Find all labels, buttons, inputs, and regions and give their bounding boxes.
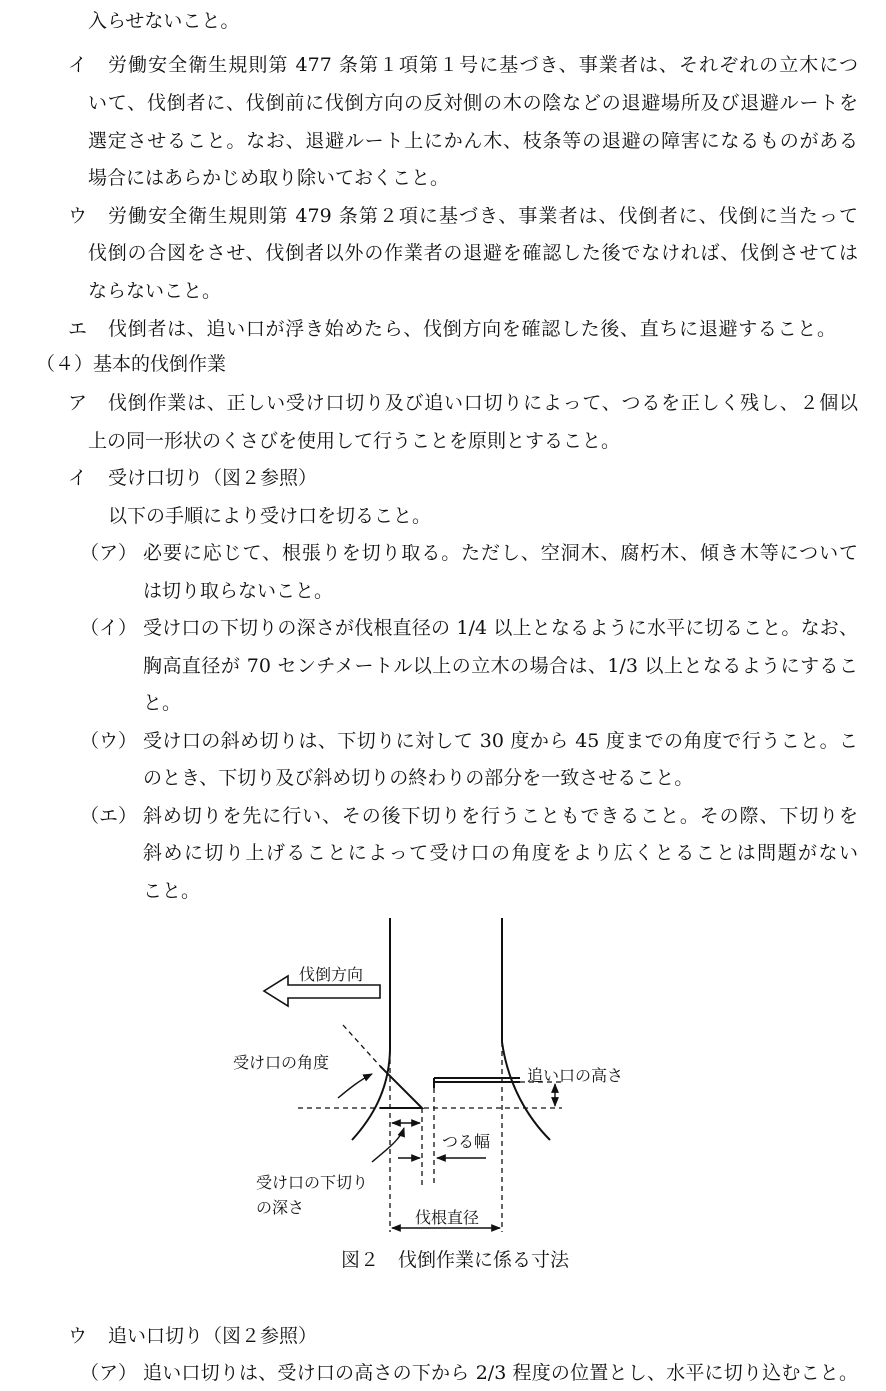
item-marker: エ — [68, 318, 88, 340]
label-notch-angle: 受け口の角度 — [233, 1053, 330, 1072]
notch-depth-pointer — [372, 1128, 404, 1162]
text-line: 選定させること。なお、退避ルート上にかん木、枝条等の退避の障害になるものがある — [88, 130, 858, 152]
text-line: 追い口切り（図２参照） — [108, 1325, 318, 1347]
figure-caption: 図２ 伐倒作業に係る寸法 — [341, 1249, 570, 1271]
label-felling-direction: 伐倒方向 — [299, 965, 364, 984]
text-line: いて、伐倒者に、伐倒前に伐倒方向の反対側の木の陰などの退避場所及び退避ルートを — [88, 92, 858, 114]
text-line: 追い口切りは、受け口の高さの下から 2/3 程度の位置とし、水平に切り込むこと。 — [143, 1362, 858, 1384]
text-line: 以下の手順により受け口を切ること。 — [108, 505, 432, 527]
item-marker: （エ） — [80, 805, 138, 827]
text-line: ならないこと。 — [88, 280, 222, 302]
text-line: 場合にはあらかじめ取り除いておくこと。 — [88, 167, 450, 189]
text-line: 受け口切り（図２参照） — [108, 467, 318, 489]
text-line: 入らせないこと。 — [88, 10, 240, 32]
notch-angle-guide — [343, 1025, 380, 1066]
text-line: 労働安全衛生規則第 477 条第１項第１号に基づき、事業者は、それぞれの立木につ — [108, 54, 858, 76]
label-notch-depth-1: 受け口の下切り — [256, 1173, 369, 1192]
item-marker: ウ — [68, 205, 88, 227]
text-line: 上の同一形状のくさびを使用して行うことを原則とすること。 — [88, 430, 621, 452]
notch-cut — [380, 1066, 422, 1108]
text-line: こと。 — [143, 880, 201, 902]
text-line: 胸高直径が 70 センチメートル以上の立木の場合は、1/3 以上となるようにするこ — [143, 655, 858, 677]
item-marker: イ — [68, 54, 88, 76]
notch-angle-pointer — [338, 1074, 372, 1098]
item-marker: （ア） — [80, 1362, 138, 1384]
text-line: 伐倒の合図をさせ、伐倒者以外の作業者の退避を確認した後でなければ、伐倒させては — [88, 242, 858, 264]
trunk-left-edge — [352, 918, 390, 1140]
text-line: 受け口の斜め切りは、下切りに対して 30 度から 45 度までの角度で行うこと。こ — [143, 730, 858, 752]
text-line: 伐倒者は、追い口が浮き始めたら、伐倒方向を確認した後、直ちに退避すること。 — [108, 318, 836, 340]
label-back-cut-height: 追い口の高さ — [527, 1066, 624, 1085]
item-marker: （イ） — [80, 617, 138, 639]
text-line: 斜め切りを先に行い、その後下切りを行うこともできること。その際、下切りを — [143, 805, 858, 827]
label-hinge-width: つる幅 — [442, 1132, 491, 1151]
text-line: 労働安全衛生規則第 479 条第２項に基づき、事業者は、伐倒者に、伐倒に当たって — [108, 205, 858, 227]
label-stump-diameter: 伐根直径 — [415, 1208, 480, 1227]
label-notch-depth-2: の深さ — [256, 1198, 305, 1217]
text-line: 必要に応じて、根張りを切り取る。ただし、空洞木、腐朽木、傾き木等について — [143, 542, 858, 564]
trunk-right-edge — [502, 918, 550, 1140]
text-line: 受け口の下切りの深さが伐根直径の 1/4 以上となるように水平に切ること。なお、 — [143, 617, 858, 639]
text-line: 斜めに切り上げることによって受け口の角度をより広くとることは問題がない — [143, 842, 858, 864]
item-marker: イ — [68, 467, 88, 489]
text-line: 伐倒作業は、正しい受け口切り及び追い口切りによって、つるを正しく残し、２個以 — [108, 392, 858, 414]
back-cut — [434, 1078, 520, 1088]
item-marker: ウ — [68, 1325, 88, 1347]
item-marker: （ア） — [80, 542, 138, 564]
item-marker: （ウ） — [80, 730, 138, 752]
item-marker: ア — [68, 392, 88, 414]
text-line: と。 — [143, 692, 182, 714]
text-line: のとき、下切り及び斜め切りの終わりの部分を一致させること。 — [143, 767, 694, 789]
text-line: は切り取らないこと。 — [143, 580, 334, 602]
section-heading: （４）基本的伐倒作業 — [36, 353, 227, 375]
